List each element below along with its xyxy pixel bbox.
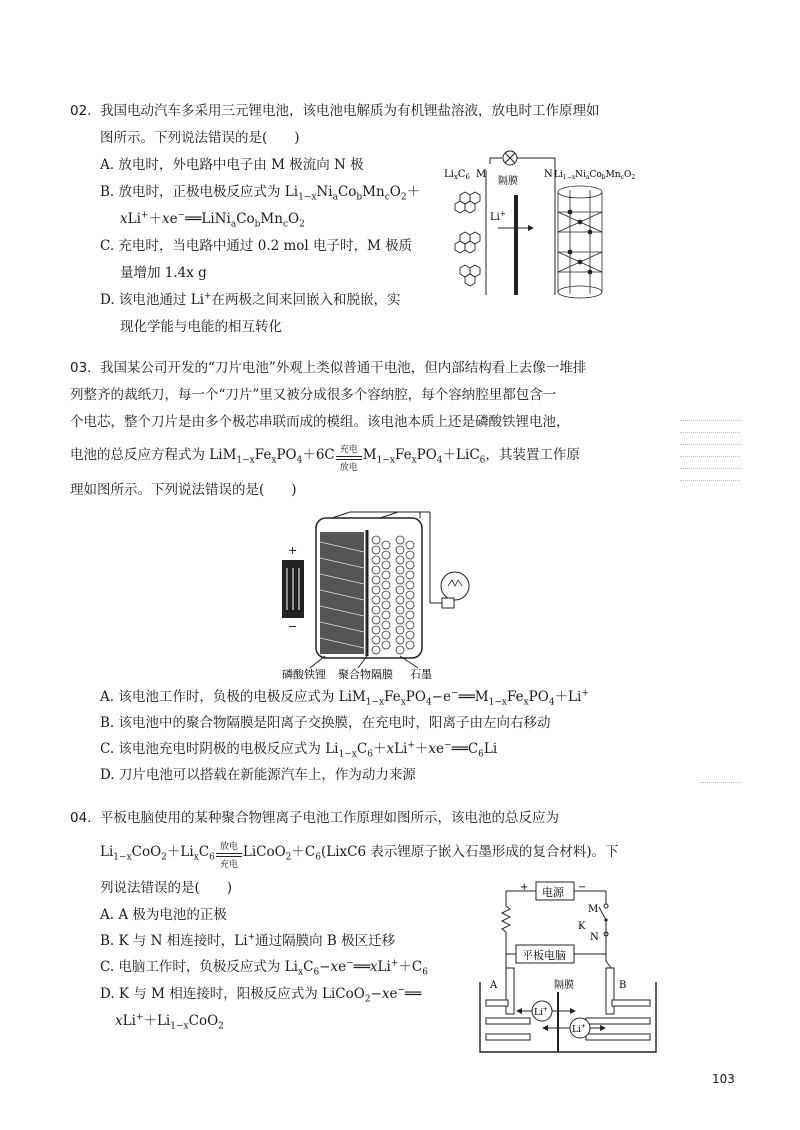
option-c: C. 该电池充电时阴极的电极反应式为 $Li_{1-x}C_6+xLi^++xe^-══C_6Li$	[100, 740, 498, 760]
option-c: C. 电脑工作时，负极反应式为 $Li_xC_6-xe^-══xLi^++C_6$	[100, 958, 428, 978]
question-number: 02.	[70, 103, 92, 119]
anode-label: $Li_xC_6$	[444, 169, 470, 181]
li-ion-label: Li+	[534, 1006, 548, 1018]
question-stem: 列说法错误的是( )	[100, 880, 233, 896]
page-number: 103	[712, 1072, 735, 1086]
switch-n-label: N	[590, 932, 599, 943]
power-plus: +	[520, 882, 529, 893]
cathode-label: $Li_{1-x}Ni_aCo_bMn_cO_2$	[554, 170, 636, 181]
option-b: B. 该电池中的聚合物隔膜是阳离子交换膜，在充电时，阳离子由左向右移动	[100, 715, 551, 731]
crystal-lattice-icon	[558, 186, 602, 298]
membrane-label: 隔膜	[554, 980, 574, 991]
question-stem: 列整齐的裁纸刀，每一个“刀片”里又被分成很多个容纳腔，每个容纳腔里都包含一	[70, 387, 557, 403]
question-stem: 理如图所示。下列说法错误的是( )	[70, 482, 297, 498]
graphite-label: 石墨	[410, 668, 432, 681]
option-b-cont: $xLi^++xe^-══LiNi_aCo_bMn_cO_2$	[120, 210, 305, 230]
blade-battery-diagram	[270, 508, 500, 683]
option-c: C. 充电时，当电路中通过 0.2 mol 电子时，M 极质	[100, 238, 413, 254]
tablet-battery-diagram	[478, 876, 660, 1056]
option-b: B. 放电时，正极电极反应式为 $Li_{1-x}Ni_aCo_bMn_cO_2+$	[100, 184, 421, 203]
switch-m-label: M	[588, 904, 599, 915]
electrode-a-label: A	[490, 980, 498, 991]
tablet-label: 平板电脑	[522, 949, 566, 962]
power-minus: −	[578, 882, 587, 893]
li-ion-label: Li+	[490, 210, 506, 223]
question-stem: 图所示。下列说法错误的是( )	[100, 130, 300, 146]
question-stem: 平板电脑使用的某种聚合物锂离子电池工作原理如图所示，该电池的总反应为	[100, 810, 559, 826]
light-bulb-icon	[441, 572, 469, 608]
membrane-label: 隔膜	[498, 176, 518, 187]
option-a: A. A 极为电池的正极	[100, 907, 227, 923]
option-c-cont: 量增加 1.4x g	[120, 265, 207, 281]
switch-k	[599, 907, 606, 920]
question-equation: 电池的总反应方程式为 $LiM_{1-x}Fe_xPO_4+6C$ $\frac{\text{充电}}{\text{放电}}$ $M_{1-x}Fe_xPO_4+LiC_6$，其装置工作原	[70, 444, 580, 473]
option-a: A. 放电时，外电路中电子由 M 极流向 N 极	[100, 157, 364, 173]
switch-k-label: K	[578, 921, 586, 932]
resistor-icon	[502, 906, 510, 932]
m-electrode-label: M	[476, 169, 487, 180]
option-d-cont: $xLi^++Li_{1-x}CoO_2$	[115, 1012, 224, 1032]
question-stem: 我国电动汽车多采用三元锂电池，该电池电解质为有机锂盐溶液，放电时工作原理如	[100, 103, 600, 119]
question-number: 04.	[70, 810, 92, 826]
question-number: 03.	[70, 360, 92, 376]
question-stem: 我国某公司开发的“刀片电池”外观上类似普通干电池，但内部结构看上去像一堆排	[100, 360, 587, 376]
option-d: D. 刀片电池可以搭载在新能源汽车上，作为动力来源	[100, 767, 416, 783]
electrode-b-label: B	[619, 980, 627, 991]
plus-sign: +	[288, 544, 298, 557]
n-electrode-label: N	[544, 169, 553, 180]
polymer-membrane-label: 聚合物隔膜	[338, 668, 393, 681]
minus-sign: −	[288, 620, 298, 633]
ternary-battery-diagram	[440, 150, 660, 300]
option-d: D. 该电池通过 Li+在两极之间来回嵌入和脱嵌，实	[100, 291, 401, 308]
option-b: B. K 与 N 相连接时，Li+通过隔膜向 B 极区迁移	[100, 932, 396, 949]
option-d: D. K 与 M 相连接时，阳极反应式为 LiCoO$_2$−xe−══	[100, 985, 422, 1005]
power-supply-label: 电源	[542, 886, 564, 899]
li-ion-label: Li+	[572, 1023, 586, 1035]
lfp-label: 磷酸铁锂	[282, 668, 326, 681]
question-stem: 个电芯，整个刀片是由多个极芯串联而成的模组。该电池本质上还是磷酸铁锂电池，	[70, 414, 570, 430]
option-a: A. 该电池工作时，负极的电极反应式为 $LiM_{1-x}Fe_xPO_4-e^-══M_{1-x}Fe_xPO_4+Li^+$	[100, 688, 589, 708]
question-equation: $Li_{1-x}CoO_2+Li_xC_6$ $\frac{\text{放电}}{\text{充电}}$ $LiCoO_2+C_6(LixC6$ 表示锂原子嵌入石墨形成的复合材料)。下	[100, 841, 619, 870]
option-d-cont: 现化学能与电能的相互转化	[120, 319, 282, 335]
graphite-hex-icon	[455, 192, 480, 286]
